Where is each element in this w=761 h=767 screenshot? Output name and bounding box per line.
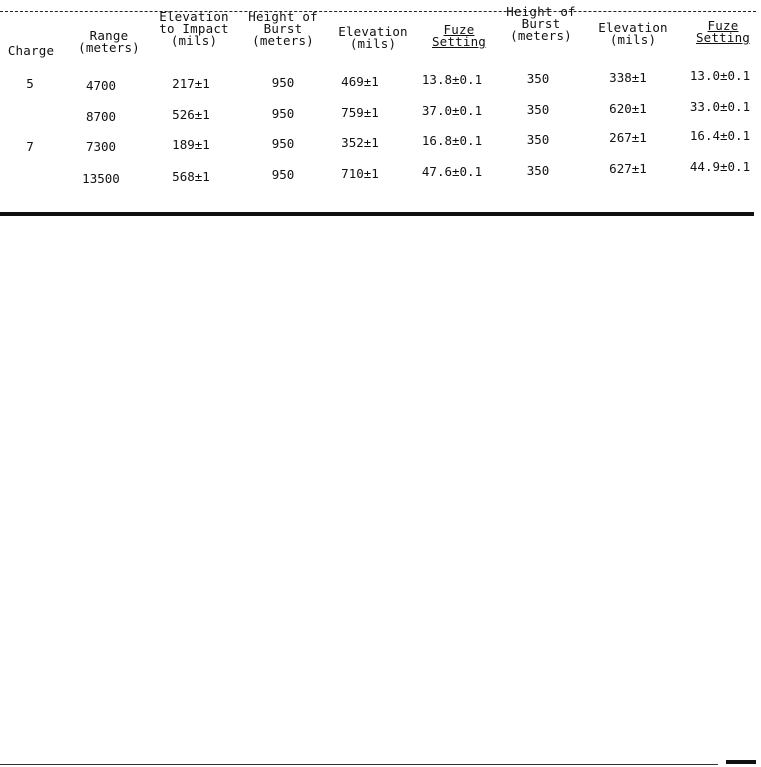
header-height-of-burst-2: Height of Burst (meters) <box>506 4 576 43</box>
cell-charge: 5 <box>26 76 34 91</box>
header-range: Range (meters) <box>78 28 140 55</box>
cell-range: 8700 <box>85 109 117 124</box>
cell-fuze-setting-2: 16.4±0.1 <box>689 128 751 143</box>
cell-fuze-setting-1: 37.0±0.1 <box>421 103 483 118</box>
cell-fuze-setting-1: 16.8±0.1 <box>421 133 483 148</box>
cell-elevation-2: 338±1 <box>609 70 647 85</box>
cell-elevation-2: 267±1 <box>609 130 647 145</box>
cell-fuze-setting-2: 13.0±0.1 <box>689 68 751 83</box>
cell-height-of-burst-2: 350 <box>526 132 550 147</box>
cell-elevation-2: 620±1 <box>609 101 647 116</box>
header-height-of-burst-1: Height of Burst (meters) <box>248 9 318 48</box>
cell-elevation-1: 352±1 <box>341 135 379 150</box>
cell-elevation-to-impact: 217±1 <box>172 76 210 91</box>
cell-elevation-1: 759±1 <box>341 105 379 120</box>
cell-height-of-burst-1: 950 <box>271 106 295 121</box>
cell-height-of-burst-1: 950 <box>271 167 295 182</box>
cell-height-of-burst-2: 350 <box>526 102 550 117</box>
header-elevation-to-impact: Elevation to Impact (mils) <box>159 9 229 48</box>
page-footer-rule <box>0 764 718 765</box>
cell-range: 4700 <box>85 78 117 93</box>
cell-elevation-1: 710±1 <box>341 166 379 181</box>
header-fuze-setting-2: Fuze Setting <box>695 18 751 45</box>
cell-height-of-burst-2: 350 <box>526 71 550 86</box>
cell-fuze-setting-1: 13.8±0.1 <box>421 72 483 87</box>
cell-height-of-burst-2: 350 <box>526 163 550 178</box>
cell-elevation-to-impact: 189±1 <box>172 137 210 152</box>
header-elevation-1: Elevation (mils) <box>338 24 408 51</box>
header-fuze-setting-1: Fuze Setting <box>431 22 487 49</box>
cell-range: 7300 <box>85 139 117 154</box>
cell-range: 13500 <box>82 171 120 186</box>
cell-elevation-to-impact: 568±1 <box>172 169 210 184</box>
cell-elevation-to-impact: 526±1 <box>172 107 210 122</box>
cell-elevation-2: 627±1 <box>609 161 647 176</box>
cell-height-of-burst-1: 950 <box>271 75 295 90</box>
cell-fuze-setting-2: 44.9±0.1 <box>689 159 751 174</box>
header-charge: Charge <box>7 43 55 58</box>
cell-fuze-setting-1: 47.6±0.1 <box>421 164 483 179</box>
page-footer-mark <box>726 760 756 764</box>
cell-elevation-1: 469±1 <box>341 74 379 89</box>
cell-charge: 7 <box>26 139 34 154</box>
table-bottom-rule <box>0 212 754 216</box>
cell-height-of-burst-1: 950 <box>271 136 295 151</box>
top-dashed-rule <box>0 11 756 12</box>
ballistic-data-table <box>0 0 761 220</box>
cell-fuze-setting-2: 33.0±0.1 <box>689 99 751 114</box>
header-elevation-2: Elevation (mils) <box>598 20 668 47</box>
